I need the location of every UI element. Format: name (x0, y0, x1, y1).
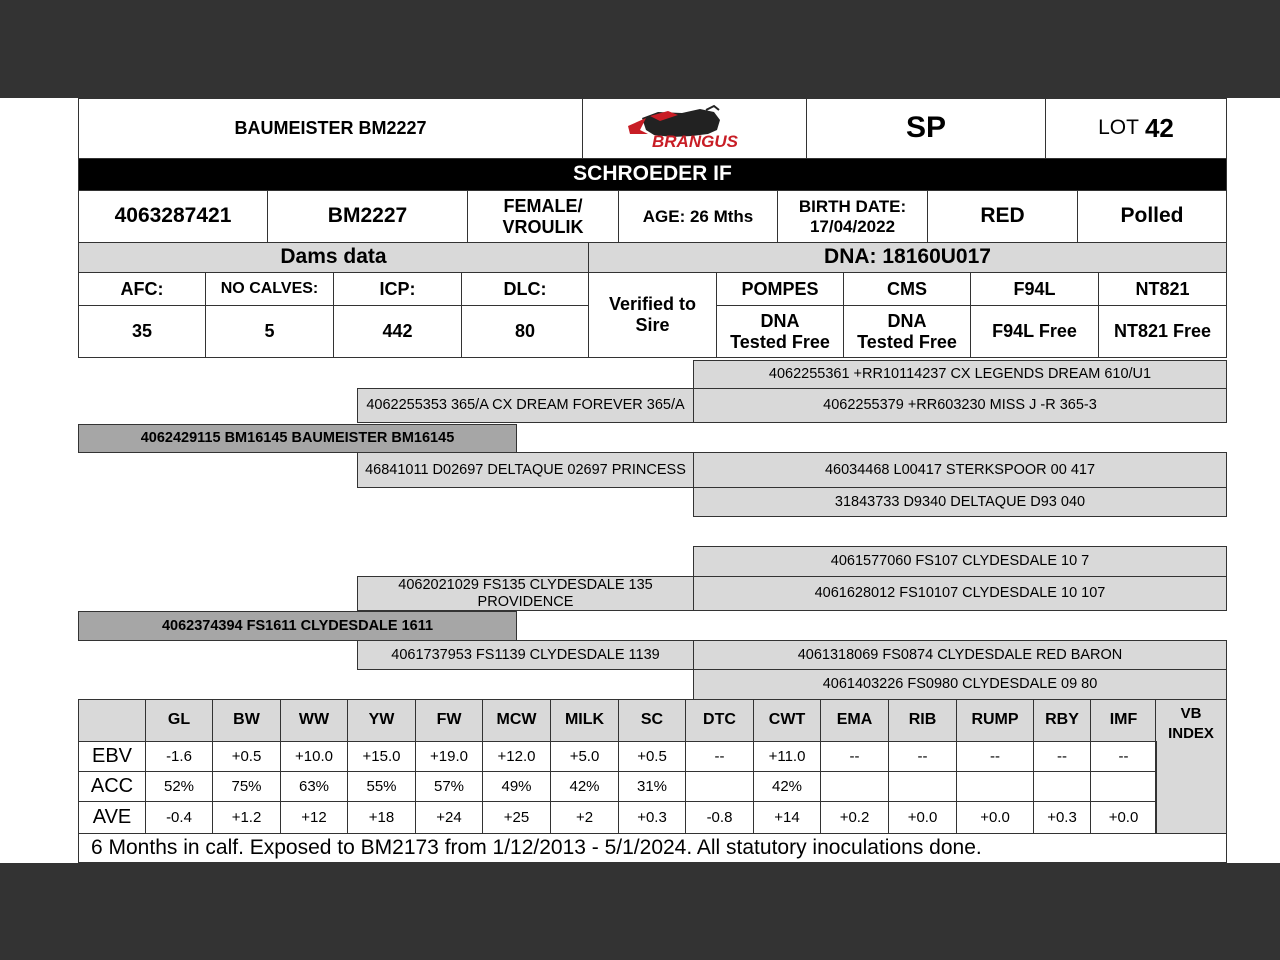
pedigree-sire-dam: 46841011 D02697 DELTAQUE 02697 PRINCESS (357, 452, 694, 488)
trait-header-fw: FW (415, 699, 483, 742)
trait-value-ave-imf: +0.0 (1090, 801, 1157, 834)
lot-label: LOT (1098, 116, 1139, 140)
trait-header-ww: WW (280, 699, 348, 742)
trait-header-cwt: CWT (753, 699, 821, 742)
trait-row-label-ave: AVE (78, 801, 146, 834)
trait-value-ave-ema: +0.2 (820, 801, 889, 834)
trait-value-ebv-milk: +5.0 (550, 741, 619, 772)
cms-result-line2: Tested Free (857, 331, 957, 352)
birth-date-label: BIRTH DATE: (798, 196, 907, 216)
pedigree-dam-dam-sire: 4061318069 FS0874 CLYDESDALE RED BARON (693, 640, 1227, 670)
pedigree-sire-dam-sire: 46034468 L00417 STERKSPOOR 00 417 (693, 452, 1227, 488)
traits-corner (78, 699, 146, 742)
dlc-value: 80 (461, 305, 589, 358)
trait-value-ave-fw: +24 (415, 801, 483, 834)
trait-header-milk: MILK (550, 699, 619, 742)
trait-value-acc-sc: 31% (618, 771, 686, 802)
trait-value-acc-rib (888, 771, 957, 802)
trait-header-gl: GL (145, 699, 213, 742)
icp-header: ICP: (333, 272, 462, 306)
pompes-result-line2: Tested Free (730, 331, 830, 352)
lot-number: 42 (1144, 112, 1174, 143)
trait-value-ave-gl: -0.4 (145, 801, 213, 834)
afc-value: 35 (78, 305, 206, 358)
logo-text: BRANGUS (651, 131, 738, 151)
breed-code: SP (806, 98, 1046, 159)
dams-data-label: Dams data (78, 242, 589, 273)
trait-header-dtc: DTC (685, 699, 754, 742)
sex-line2: VROULIK (502, 216, 584, 237)
trait-header-imf: IMF (1090, 699, 1157, 742)
pedigree-dam-sire-sire: 4061577060 FS107 CLYDESDALE 10 7 (693, 546, 1227, 577)
trait-value-ave-ww: +12 (280, 801, 348, 834)
trait-value-acc-dtc (685, 771, 754, 802)
lot-sheet (0, 98, 1280, 863)
animal-name: BAUMEISTER BM2227 (78, 98, 583, 159)
nt821-header: NT821 (1098, 272, 1227, 306)
icp-value: 442 (333, 305, 462, 358)
trait-value-acc-ww: 63% (280, 771, 348, 802)
trait-value-ave-rib: +0.0 (888, 801, 957, 834)
trait-value-ebv-bw: +0.5 (212, 741, 281, 772)
trait-value-ave-yw: +18 (347, 801, 416, 834)
afc-header: AFC: (78, 272, 206, 306)
vb-line2: INDEX (1168, 724, 1214, 742)
birth-date-cell (777, 190, 928, 243)
no-calves-header: NO CALVES: (205, 272, 334, 306)
pedigree-dam-dam: 4061737953 FS1139 CLYDESDALE 1139 (357, 640, 694, 670)
trait-value-acc-milk: 42% (550, 771, 619, 802)
trait-value-ave-rump: +0.0 (956, 801, 1034, 834)
trait-value-ebv-rby: -- (1033, 741, 1091, 772)
trait-header-rby: RBY (1033, 699, 1091, 742)
trait-value-ebv-rump: -- (956, 741, 1034, 772)
vb-index-header (1155, 699, 1227, 834)
trait-value-ebv-rib: -- (888, 741, 957, 772)
pedigree-dam-sire-dam: 4061628012 FS10107 CLYDESDALE 10 107 (693, 576, 1227, 611)
trait-value-acc-rby (1033, 771, 1091, 802)
age: AGE: 26 Mths (618, 190, 778, 243)
birth-date: 17/04/2022 (809, 216, 896, 236)
trait-value-ave-dtc: -0.8 (685, 801, 754, 834)
trait-value-acc-fw: 57% (415, 771, 483, 802)
trait-value-ebv-dtc: -- (685, 741, 754, 772)
breeder-name: SCHROEDER IF (78, 158, 1227, 191)
verified-line1: Verified to (608, 294, 697, 315)
pompes-result (716, 305, 844, 358)
trait-value-ebv-gl: -1.6 (145, 741, 213, 772)
pompes-header: POMPES (716, 272, 844, 306)
trait-value-ave-rby: +0.3 (1033, 801, 1091, 834)
pedigree-sire-sire-sire: 4062255361 +RR10114237 CX LEGENDS DREAM 610/U1 (693, 360, 1227, 389)
trait-value-acc-gl: 52% (145, 771, 213, 802)
vb-line1: VB (1180, 705, 1202, 722)
bull-logo-icon (620, 104, 770, 154)
brangus-logo (582, 98, 807, 159)
id-number: 4063287421 (78, 190, 268, 243)
trait-value-ebv-ww: +10.0 (280, 741, 348, 772)
trait-value-ave-milk: +2 (550, 801, 619, 834)
colour: RED (927, 190, 1078, 243)
dna-label: DNA: 18160U017 (588, 242, 1227, 273)
trait-header-bw: BW (212, 699, 281, 742)
trait-header-rib: RIB (888, 699, 957, 742)
trait-value-ave-bw: +1.2 (212, 801, 281, 834)
sex-line1: FEMALE/ (503, 195, 583, 216)
trait-value-ave-mcw: +25 (482, 801, 551, 834)
pedigree-dam-dam-dam: 4061403226 FS0980 CLYDESDALE 09 80 (693, 669, 1227, 700)
trait-header-rump: RUMP (956, 699, 1034, 742)
verified-line2: Sire (635, 315, 670, 335)
trait-header-sc: SC (618, 699, 686, 742)
cms-result (843, 305, 971, 358)
trait-value-ebv-sc: +0.5 (618, 741, 686, 772)
trait-value-acc-cwt: 42% (753, 771, 821, 802)
trait-value-ebv-yw: +15.0 (347, 741, 416, 772)
no-calves-value: 5 (205, 305, 334, 358)
pompes-result-line1: DNA (760, 310, 800, 331)
tag-number: BM2227 (267, 190, 468, 243)
pedigree-dam-sire: 4062021029 FS135 CLYDESDALE 135 PROVIDENCE (357, 576, 694, 611)
trait-value-acc-bw: 75% (212, 771, 281, 802)
pedigree-sire-dam-dam: 31843733 D9340 DELTAQUE D93 040 (693, 487, 1227, 517)
cms-header: CMS (843, 272, 971, 306)
horn-status: Polled (1077, 190, 1227, 243)
dlc-header: DLC: (461, 272, 589, 306)
trait-value-ebv-mcw: +12.0 (482, 741, 551, 772)
pedigree-dam: 4062374394 FS1611 CLYDESDALE 1611 (78, 611, 517, 641)
trait-value-ave-sc: +0.3 (618, 801, 686, 834)
pedigree-sire-sire-dam: 4062255379 +RR603230 MISS J -R 365-3 (693, 388, 1227, 423)
trait-value-ebv-imf: -- (1090, 741, 1157, 772)
trait-row-label-acc: ACC (78, 771, 146, 802)
trait-value-acc-rump (956, 771, 1034, 802)
lot-box (1045, 98, 1227, 159)
trait-header-mcw: MCW (482, 699, 551, 742)
trait-value-acc-mcw: 49% (482, 771, 551, 802)
verified-to-sire (588, 272, 717, 358)
pedigree-sire-sire: 4062255353 365/A CX DREAM FOREVER 365/A (357, 388, 694, 423)
trait-value-ebv-ema: -- (820, 741, 889, 772)
pedigree-sire: 4062429115 BM16145 BAUMEISTER BM16145 (78, 424, 517, 453)
trait-value-ave-cwt: +14 (753, 801, 821, 834)
cms-result-line1: DNA (887, 310, 927, 331)
trait-value-acc-yw: 55% (347, 771, 416, 802)
trait-header-yw: YW (347, 699, 416, 742)
trait-value-ebv-fw: +19.0 (415, 741, 483, 772)
trait-value-ebv-cwt: +11.0 (753, 741, 821, 772)
f94l-result: F94L Free (970, 305, 1099, 358)
sex-cell (467, 190, 619, 243)
nt821-result: NT821 Free (1098, 305, 1227, 358)
trait-value-acc-imf (1090, 771, 1157, 802)
trait-header-ema: EMA (820, 699, 889, 742)
footer-note: 6 Months in calf. Exposed to BM2173 from 1/12/2013 - 5/1/2024. All statutory inoculations done. (78, 833, 1227, 863)
trait-row-label-ebv: EBV (78, 741, 146, 772)
f94l-header: F94L (970, 272, 1099, 306)
trait-value-acc-ema (820, 771, 889, 802)
